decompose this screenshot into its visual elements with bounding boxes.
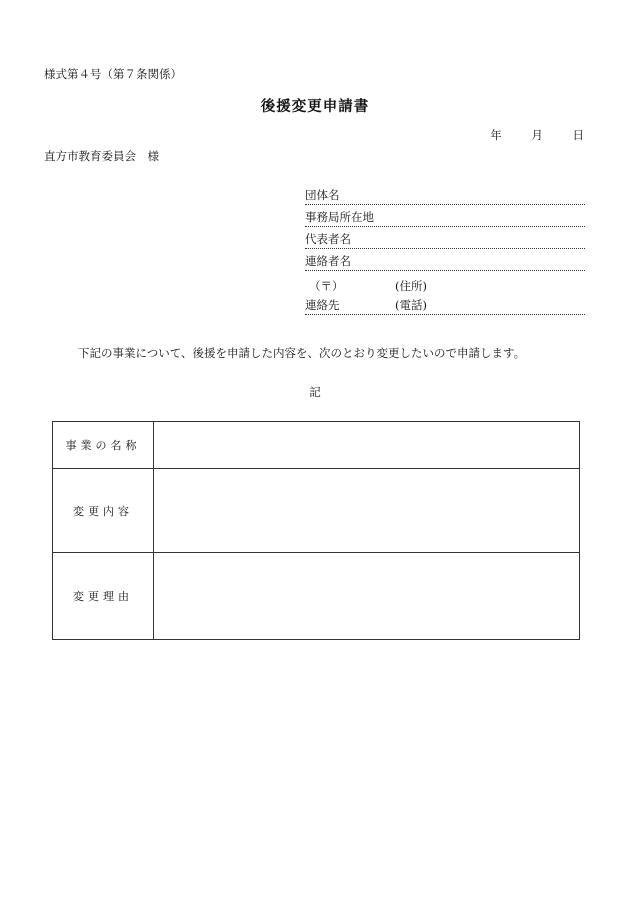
- form-number: 様式第４号（第７条関係）: [44, 67, 182, 81]
- details-table: [52, 421, 580, 640]
- office-address-label: 事務局所在地: [305, 210, 374, 224]
- change-reason-cell[interactable]: [154, 553, 580, 640]
- contact-label: 連絡先: [305, 298, 340, 312]
- address-label: (住所): [395, 279, 427, 293]
- table-row: [53, 553, 580, 640]
- date-line: [464, 127, 584, 143]
- table-row: [53, 422, 580, 469]
- date-day-label: 日: [572, 128, 584, 142]
- office-address-field[interactable]: [305, 210, 585, 227]
- addressee: 直方市教育委員会 様: [44, 149, 159, 163]
- phone-label: (電話): [395, 298, 427, 312]
- event-name-label: 事業の名称: [53, 422, 154, 469]
- representative-label: 代表者名: [305, 232, 351, 246]
- date-month-label: 月: [531, 128, 543, 142]
- contact-field[interactable]: [305, 298, 585, 315]
- organization-label: 団体名: [305, 188, 340, 202]
- change-reason-label: 変更理由: [53, 553, 154, 640]
- contact-person-field[interactable]: [305, 254, 585, 271]
- change-content-label: 変更内容: [53, 469, 154, 553]
- event-name-cell[interactable]: [154, 422, 580, 469]
- ki-heading: 記: [309, 385, 321, 399]
- contact-person-label: 連絡者名: [305, 254, 351, 268]
- representative-field[interactable]: [305, 232, 585, 249]
- table-row: [53, 469, 580, 553]
- date-year-label: 年: [490, 128, 502, 142]
- change-content-cell[interactable]: [154, 469, 580, 553]
- application-statement: 下記の事業について、後援を申請した内容を、次のとおり変更したいので申請します。: [78, 346, 526, 360]
- postal-label: （〒）: [309, 279, 344, 293]
- document-title: 後援変更申請書: [260, 99, 370, 115]
- organization-field[interactable]: [305, 188, 585, 205]
